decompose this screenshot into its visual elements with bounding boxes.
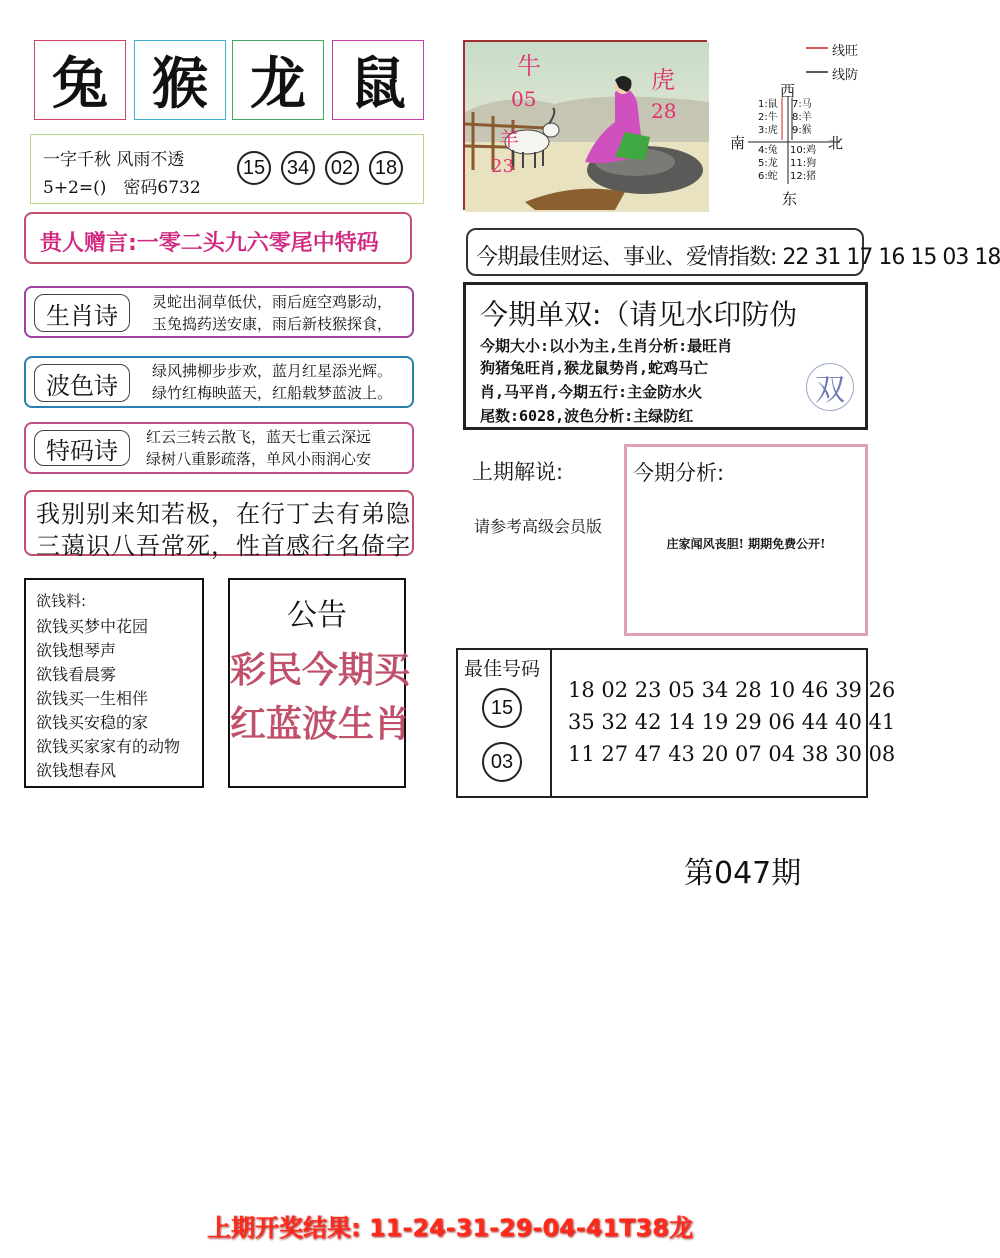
compass-col-2 — [792, 98, 812, 137]
last-result: 上期开奖结果: 11-24-31-29-04-41T38龙 — [207, 1214, 693, 1242]
compass-west: 西 — [780, 82, 796, 100]
compass-item: 5:龙 — [758, 158, 778, 169]
guiren-box — [24, 212, 412, 264]
compass-item: 6:蛇 — [758, 171, 778, 182]
poem-line: 灵蛇出洞草低伏，雨后庭空鸡影动， — [152, 293, 393, 311]
number-circle: 15 — [237, 151, 271, 185]
odd-even-title: 今期单双:（请见水印防伪 — [480, 298, 798, 331]
qianliao-row: 欲钱看晨雾 — [36, 665, 117, 684]
compass-item: 10:鸡 — [790, 145, 817, 156]
compass-north: 北 — [828, 134, 844, 152]
qianliao-row: 欲钱想春风 — [36, 761, 117, 780]
poem-line: 绿树八重影疏落，单风小雨润心安 — [146, 450, 372, 468]
pic-mid-num: 23 — [491, 156, 514, 177]
poem-line: 绿风拂柳步步欢，蓝月红星添光辉。 — [152, 362, 393, 380]
odd-even-line: 狗猪兔旺肖,猴龙鼠势肖,蛇鸡马亡 — [480, 359, 709, 377]
compass-diagram — [728, 40, 878, 210]
best-numbers-left — [458, 650, 552, 798]
legend-wang: 线旺 — [832, 44, 859, 59]
best-numbers-box — [456, 648, 896, 798]
info-line-2: 5+2=() 密码6732 — [43, 178, 201, 198]
compass-col-3 — [758, 144, 778, 183]
zodiac-box-1 — [34, 40, 126, 120]
analysis-title: 今期分析: — [633, 461, 725, 485]
compass-item: 4:兔 — [758, 145, 778, 156]
analysis-text: 庄家闻风丧胆! 期期免费公开! — [666, 537, 826, 551]
compass-item: 11:狗 — [790, 158, 817, 169]
watermark-badge: 双 — [806, 363, 854, 411]
best-circle: 15 — [482, 688, 522, 728]
best-circle: 03 — [482, 742, 522, 782]
pic-right-num: 28 — [651, 99, 677, 123]
poem-line: 玉兔捣药送安康，雨后新枝猴探食， — [152, 315, 393, 333]
compass-item: 2:牛 — [758, 112, 778, 123]
zodiac-box-3 — [232, 40, 324, 120]
guiren-text: 贵人赠言:一零二头九六零尾中特码 — [40, 231, 379, 256]
zodiac-box-2 — [134, 40, 226, 120]
illustration-scene — [465, 42, 709, 212]
compass-item: 9:猴 — [792, 125, 812, 136]
qianliao-row: 欲钱买一生相伴 — [36, 689, 149, 708]
compass-east: 东 — [782, 190, 798, 208]
compass-col-1 — [758, 98, 778, 137]
info-line-1: 一字千秋 风雨不透 — [43, 150, 185, 170]
riddle-box — [24, 490, 414, 560]
compass-item: 12:猪 — [790, 171, 817, 182]
info-box — [30, 134, 424, 204]
qianliao-row: 欲钱买安稳的家 — [36, 713, 149, 732]
best-numbers-row: 18 02 23 05 34 28 10 46 39 26 — [568, 678, 896, 702]
pic-right-label: 虎 — [651, 66, 675, 94]
zodiac-char: 鼠 — [350, 51, 406, 117]
poem-box-tema — [24, 422, 414, 474]
zodiac-char: 兔 — [52, 51, 108, 117]
last-explain-title: 上期解说: — [472, 460, 564, 484]
qianliao-row: 欲钱买梦中花园 — [36, 617, 149, 636]
compass-south: 南 — [730, 134, 746, 152]
pic-left-num: 05 — [511, 87, 537, 111]
announcement-title: 公告 — [287, 598, 347, 633]
odd-even-box — [463, 282, 868, 430]
pic-mid-label: 羊 — [499, 127, 519, 151]
poem-line: 红云三转云散飞，蓝天七重云深远 — [146, 428, 372, 446]
qianliao-box — [24, 578, 204, 788]
qianliao-title: 欲钱料: — [36, 592, 87, 610]
poem-box-shengxiao — [24, 286, 414, 338]
riddle-line: 三蔼识八吾常死，性首感行名倚字 — [36, 532, 411, 560]
best-numbers-row: 11 27 47 43 20 07 04 38 30 08 — [568, 742, 896, 766]
issue-number: 第047期 — [684, 856, 802, 891]
zodiac-box-4 — [332, 40, 424, 120]
pic-left-label: 牛 — [517, 52, 541, 80]
compass-item: 3:虎 — [758, 125, 778, 136]
index-text: 今期最佳财运、事业、爱情指数: 22 31 17 16 15 03 18 — [476, 245, 1000, 270]
best-numbers-row: 35 32 42 14 19 29 06 44 40 41 — [568, 710, 896, 734]
qianliao-row: 欲钱买家家有的动物 — [36, 737, 181, 756]
compass-item: 7:马 — [792, 99, 812, 110]
zodiac-char: 龙 — [250, 51, 306, 117]
poem-label: 波色诗 — [34, 364, 130, 402]
announcement-line: 红蓝波生肖 — [230, 704, 411, 745]
poem-box-bose — [24, 356, 414, 408]
number-circle: 34 — [281, 151, 315, 185]
poem-label: 特码诗 — [34, 430, 130, 466]
compass-item: 8:羊 — [792, 112, 812, 123]
index-box — [466, 228, 1000, 276]
compass-col-4 — [790, 144, 816, 183]
qianliao-row: 欲钱想琴声 — [36, 641, 117, 660]
odd-even-line: 肖,马平肖,今期五行:主金防水火 — [480, 383, 703, 401]
last-explain-text: 请参考高级会员版 — [474, 517, 603, 536]
compass-item: 1:鼠 — [758, 99, 778, 110]
number-circle: 02 — [325, 151, 359, 185]
analysis-box — [624, 444, 868, 636]
announcement-box — [228, 578, 411, 788]
poem-label: 生肖诗 — [34, 294, 130, 332]
poem-line: 绿竹红梅映蓝天，红船载梦蓝波上。 — [152, 384, 393, 402]
legend-fang: 线防 — [832, 68, 859, 83]
riddle-line: 我别别来知若极，在行丁去有弟隐 — [36, 500, 411, 528]
announcement-line: 彩民今期买 — [230, 650, 411, 691]
odd-even-line: 今期大小:以小为主,生肖分析:最旺肖 — [480, 337, 733, 355]
number-circle: 18 — [369, 151, 403, 185]
odd-even-line: 尾数:6028,波色分析:主绿防红 — [480, 407, 694, 425]
illustration — [463, 40, 707, 210]
zodiac-char: 猴 — [152, 51, 208, 117]
best-numbers-title: 最佳号码 — [464, 658, 541, 680]
